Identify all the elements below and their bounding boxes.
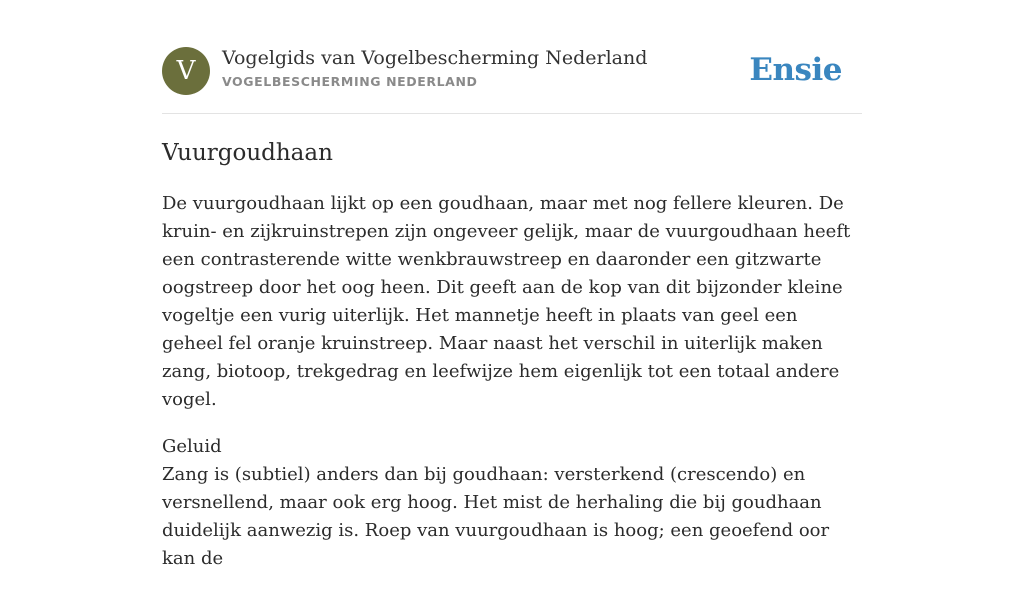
source-header bbox=[162, 46, 862, 96]
entry-title: Vuurgoudhaan bbox=[162, 140, 333, 166]
entry-body bbox=[162, 190, 862, 592]
section-heading: Geluid bbox=[162, 436, 222, 457]
source-title-link[interactable]: Vogelgids van Vogelbescherming Nederland bbox=[222, 47, 648, 69]
section-text: Zang is (subtiel) anders dan bij goudhaan: versterkend (crescendo) en versnellend, maar ook erg hoog. Het mist de herhaling die bij goudhaan duidelijk aanwezig is. Roep van vuurgoudhaan is hoog; een geoefend oor kan de bbox=[162, 464, 830, 569]
entry-section bbox=[162, 433, 862, 573]
ensie-logo[interactable]: Ensie bbox=[749, 52, 842, 88]
source-avatar[interactable]: V bbox=[162, 47, 210, 95]
page bbox=[162, 0, 862, 569]
source-publisher: VOGELBESCHERMING NEDERLAND bbox=[222, 74, 478, 89]
header-divider bbox=[162, 113, 862, 114]
entry-paragraph: De vuurgoudhaan lijkt op een goudhaan, maar met nog fellere kleuren. De kruin- en zijkruinstrepen zijn ongeveer gelijk, maar de vuurgoudhaan heeft een contrasterende witte wenkbrauwstreep en daaronder een gitzwarte oogstreep door het oog heen. Dit geeft aan de kop van dit bijzonder kleine vogeltje een vurig uiterlijk. Het mannetje heeft in plaats van geel een geheel fel oranje kruinstreep. Maar naast het verschil in uiterlijk maken zang, biotoop, trekgedrag en leefwijze hem eigenlijk tot een totaal andere vogel. bbox=[162, 193, 851, 410]
